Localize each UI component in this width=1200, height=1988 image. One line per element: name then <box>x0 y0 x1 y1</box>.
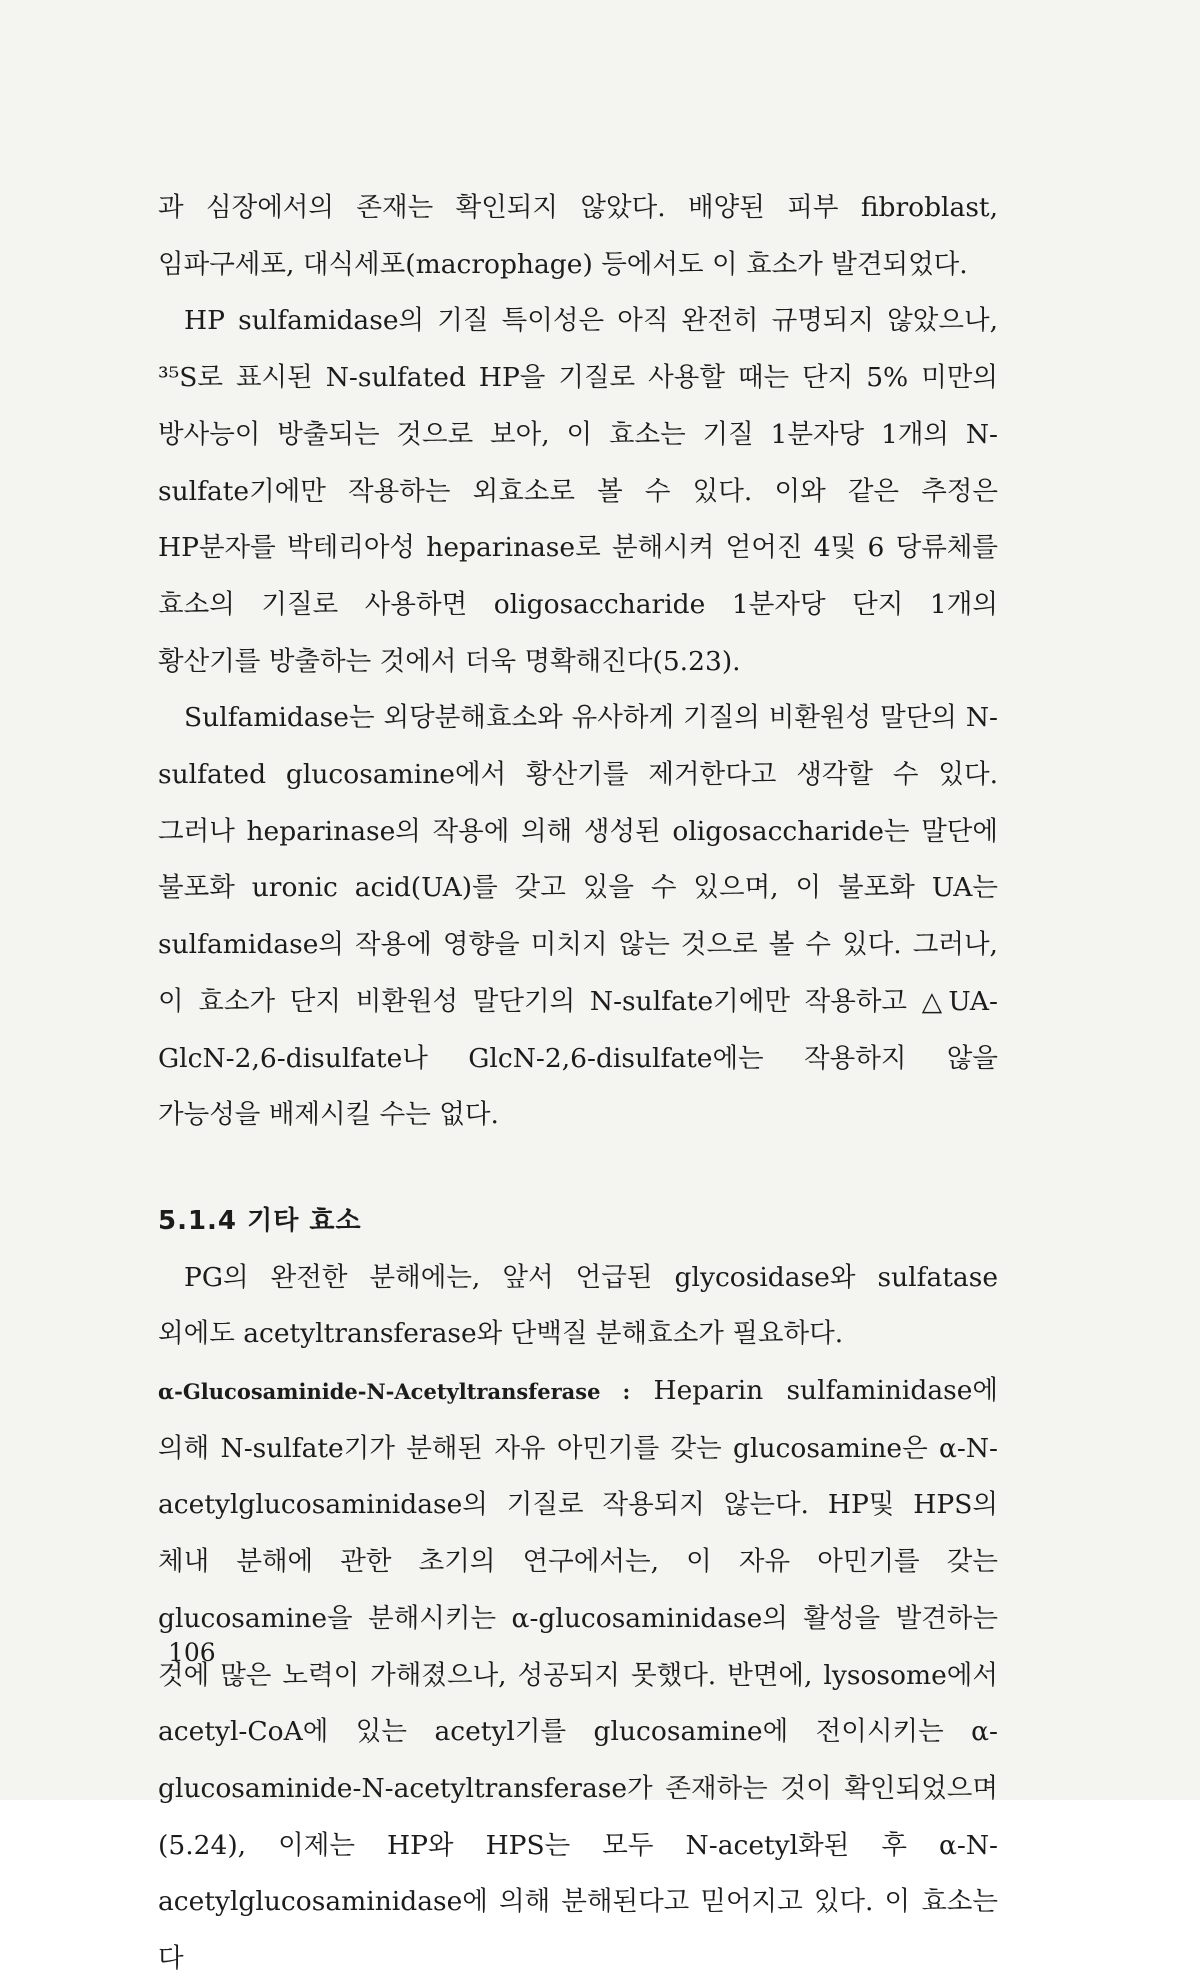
enzyme-paragraph <box>158 1363 998 1988</box>
enzyme-term: α-Glucosaminide-N-Acetyltransferase : <box>158 1379 631 1405</box>
section-heading: 5.1.4 기타 효소 <box>158 1205 362 1236</box>
enzyme-description: Heparin sulfaminidase에 의해 N-sulfate기가 분해된 자유 아민기를 갖는 glucosamine은 α-N-acetylglucosaminidase의 기질로 작용되지 않는다. HP및 HPS의 체내 분해에 관한 초기의 연구에서는, 이 자유 아민기를 갖는 glucosamine을 분해시키는 α-glucosaminidase의 활성을 발견하는 것에 많은 노력이 가해졌으나, 성공되지 못했다. 반면에, lysosome에서 acetyl-CoA에 있는 acetyl기를 glucosamine에 전이시키는 α-glucosaminide-N-acetyltransferase가 존재하는 것이 확인되었으며(5.24), 이제는 HP와 HPS는 모두 N-acetyl화된 후 α-N-acetylglucosaminidase에 의해 분해된다고 믿어지고 있다. 이 효소는 다 <box>158 1375 998 1975</box>
page-number: 106 <box>168 1638 216 1667</box>
body-text <box>158 180 998 1988</box>
paragraph-2: HP sulfamidase의 기질 특이성은 아직 완전히 규명되지 않았으나, ³⁵S로 표시된 N-sulfated HP을 기질로 사용할 때는 단지 5% 미만의 방사능이 방출되는 것으로 보아, 이 효소는 기질 1분자당 1개의 N-sulfate기에만 작용하는 외효소로 볼 수 있다. 이와 같은 추정은 HP분자를 박테리아성 heparinase로 분해시켜 얻어진 4및 6 당류체를 효소의 기질로 사용하면 oligosaccharide 1분자당 단지 1개의 황산기를 방출하는 것에서 더욱 명확해진다(5.23). <box>158 305 998 677</box>
section-intro: PG의 완전한 분해에는, 앞서 언급된 glycosidase와 sulfatase 외에도 acetyltransferase와 단백질 분해효소가 필요하다. <box>158 1261 998 1350</box>
paragraph-3: Sulfamidase는 외당분해효소와 유사하게 기질의 비환원성 말단의 N-sulfated glucosamine에서 황산기를 제거한다고 생각할 수 있다. 그러나 heparinase의 작용에 의해 생성된 oligosaccharide는 말단에 불포화 uronic acid(UA)를 갖고 있을 수 있으며, 이 불포화 UA는 sulfamidase의 작용에 영향을 미치지 않는 것으로 볼 수 있다. 그러나, 이 효소가 단지 비환원성 말단기의 N-sulfate기에만 작용하고 △UA-GlcN-2,6-disulfate나 GlcN-2,6-disulfate에는 작용하지 않을 가능성을 배제시킬 수는 없다. <box>158 702 998 1131</box>
paragraph-1: 과 심장에서의 존재는 확인되지 않았다. 배양된 피부 fibroblast, 임파구세포, 대식세포(macrophage) 등에서도 이 효소가 발견되었다. <box>158 192 998 280</box>
